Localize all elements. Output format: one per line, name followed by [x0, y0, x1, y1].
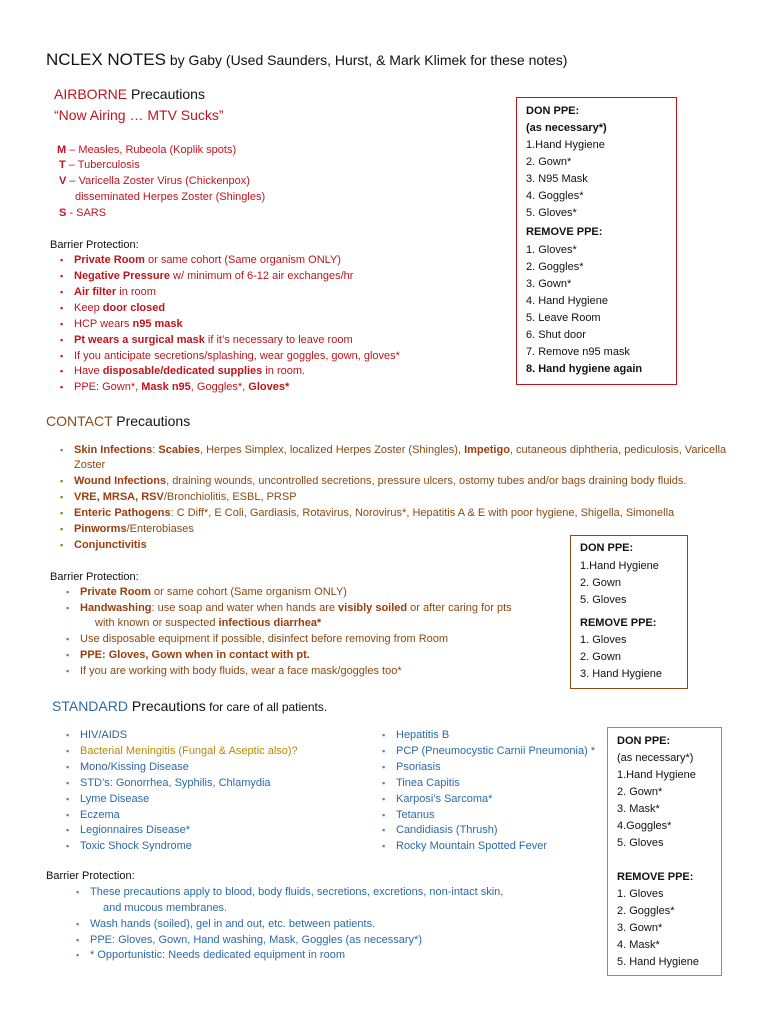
- airborne-barrier-item: ▪ PPE: Gown*, Mask n95, Goggles*, Gloves*: [74, 380, 289, 395]
- standard-remove-step: 1. Gloves: [617, 888, 664, 900]
- airborne-remove-step: 4. Hand Hygiene: [526, 295, 608, 307]
- airborne-disease-v-cont: disseminated Herpes Zoster (Shingles): [75, 191, 266, 203]
- standard-barrier-item: ▪ These precautions apply to blood, body fluids, secretions, excretions, non-intact skin,: [90, 885, 503, 900]
- airborne-don-step: 4. Goggles*: [526, 190, 584, 202]
- standard-left-item: ▪ Mono/Kissing Disease: [80, 760, 189, 775]
- airborne-don-step: 1.Hand Hygiene: [526, 139, 605, 151]
- airborne-barrier-item: ▪ Air filter in room: [74, 285, 156, 300]
- standard-right-item: ▪ Psoriasis: [396, 760, 441, 775]
- airborne-ppe-box: [516, 97, 677, 385]
- title-subtitle: by Gaby (Used Saunders, Hurst, & Mark Klimek for these notes): [165, 52, 568, 68]
- contact-remove-title: REMOVE PPE:: [580, 617, 657, 629]
- contact-don-title: DON PPE:: [580, 542, 634, 554]
- airborne-heading: [54, 86, 205, 102]
- contact-item: ▪ Conjunctivitis: [74, 538, 147, 553]
- airborne-remove-step: 7. Remove n95 mask: [526, 346, 630, 358]
- contact-item: ▪ VRE, MRSA, RSV/Bronchiolitis, ESBL, PRSP: [74, 490, 297, 505]
- airborne-barrier-item: ▪ Pt wears a surgical mask if it’s necessary to leave room: [74, 333, 353, 348]
- standard-right-item: ▪ Tinea Capitis: [396, 776, 460, 791]
- contact-barrier-item: ▪ PPE: Gloves, Gown when in contact with pt.: [80, 648, 310, 663]
- airborne-remove-step: 5. Leave Room: [526, 312, 601, 324]
- airborne-don-step: 5. Gloves*: [526, 207, 577, 219]
- contact-remove-step: 1. Gloves: [580, 634, 627, 646]
- standard-barrier-item: ▪ * Opportunistic: Needs dedicated equipment in room: [90, 948, 345, 963]
- standard-barrier-item: ▪ Wash hands (soiled), gel in and out, etc. between patients.: [90, 917, 375, 932]
- airborne-barrier-item: ▪ Negative Pressure w/ minimum of 6-12 air exchanges/hr: [74, 269, 353, 284]
- standard-remove-step: 2. Goggles*: [617, 905, 675, 917]
- airborne-disease-m: M – Measles, Rubeola (Koplik spots): [57, 144, 237, 156]
- title-main: NCLEX NOTES: [46, 50, 166, 69]
- airborne-heading-keyword: AIRBORNE: [54, 86, 128, 102]
- standard-don-step: 2. Gown*: [617, 786, 663, 798]
- contact-heading-keyword: CONTACT: [46, 413, 113, 429]
- standard-right-item: ▪ Tetanus: [396, 808, 435, 823]
- contact-item: ▪ Wound Infections, draining wounds, uncontrolled secretions, pressure ulcers, ostomy tubes and/or bags draining body fluids.: [74, 474, 686, 489]
- standard-right-item: ▪ Hepatitis B: [396, 728, 449, 743]
- standard-left-item: ▪ Legionnaires Disease*: [80, 823, 190, 838]
- contact-heading: [46, 413, 190, 429]
- contact-item: ▪ Skin Infections: Scabies, Herpes Simplex, localized Herpes Zoster (Shingles), Impetigo, cutaneous diphtheria, pediculosis, Varicella: [74, 443, 726, 458]
- standard-don-step: 3. Mask*: [617, 803, 660, 815]
- standard-heading-rest: Precautions: [127, 698, 206, 714]
- airborne-barrier-item: ▪ Have disposable/dedicated supplies in room.: [74, 364, 305, 379]
- standard-heading-tail: for care of all patients.: [205, 700, 328, 714]
- contact-item-cont: Zoster: [74, 459, 106, 471]
- airborne-barrier-item: ▪ Private Room or same cohort (Same organism ONLY): [74, 253, 341, 268]
- standard-don-step: 4.Goggles*: [617, 820, 672, 832]
- standard-barrier-label: Barrier Protection:: [46, 870, 135, 882]
- contact-heading-rest: Precautions: [112, 413, 191, 429]
- airborne-barrier-item: ▪ Keep door closed: [74, 301, 165, 316]
- airborne-barrier-item: ▪ If you anticipate secretions/splashing, wear goggles, gown, gloves*: [74, 349, 400, 364]
- standard-left-item: ▪ Lyme Disease: [80, 792, 149, 807]
- standard-right-item: ▪ PCP (Pneumocystic Carnii Pneumonia) *: [396, 744, 595, 759]
- contact-ppe-box: [570, 535, 688, 689]
- airborne-disease-v: V – Varicella Zoster Virus (Chickenpox): [59, 175, 250, 187]
- airborne-barrier-label: Barrier Protection:: [50, 239, 139, 251]
- contact-remove-step: 2. Gown: [580, 651, 621, 663]
- standard-left-item: ▪ Eczema: [80, 808, 120, 823]
- contact-don-step: 2. Gown: [580, 577, 621, 589]
- airborne-remove-step: 1. Gloves*: [526, 244, 577, 256]
- airborne-disease-s: S - SARS: [59, 207, 107, 219]
- standard-remove-title: REMOVE PPE:: [617, 871, 694, 883]
- standard-left-item: ▪ Bacterial Meningitis (Fungal & Aseptic also)?: [80, 744, 298, 759]
- standard-don-title: DON PPE:: [617, 735, 671, 747]
- contact-remove-step: 3. Hand Hygiene: [580, 668, 662, 680]
- page-title: [46, 50, 567, 70]
- contact-item: ▪ Pinworms/Enterobiases: [74, 522, 194, 537]
- airborne-remove-step: 3. Gown*: [526, 278, 572, 290]
- airborne-remove-step: 2. Goggles*: [526, 261, 584, 273]
- airborne-don-note: (as necessary*): [526, 122, 607, 134]
- contact-item: ▪ Enteric Pathogens: C Diff*, E Coli, Gardiasis, Rotavirus, Norovirus*, Hepatitis A & E with poor hygiene, Shigella, Simonella: [74, 506, 674, 521]
- standard-heading: [52, 698, 327, 714]
- contact-don-step: 5. Gloves: [580, 594, 627, 606]
- standard-right-item: ▪ Karposi’s Sarcoma*: [396, 792, 492, 807]
- standard-don-step: 5. Gloves: [617, 837, 664, 849]
- airborne-don-step: 3. N95 Mask: [526, 173, 588, 185]
- standard-left-item: ▪ HIV/AIDS: [80, 728, 127, 743]
- contact-barrier-item: ▪ Handwashing: use soap and water when hands are visibly soiled or after caring for pts: [80, 601, 512, 616]
- airborne-barrier-item: ▪ HCP wears n95 mask: [74, 317, 183, 332]
- contact-barrier-item: ▪ Use disposable equipment if possible, disinfect before removing from Room: [80, 632, 448, 647]
- contact-barrier-item: ▪ If you are working with body fluids, wear a face mask/goggles too*: [80, 664, 402, 679]
- standard-right-item: ▪ Candidiasis (Thrush): [396, 823, 497, 838]
- contact-don-step: 1.Hand Hygiene: [580, 560, 659, 572]
- contact-barrier-label: Barrier Protection:: [50, 571, 139, 583]
- standard-left-item: ▪ Toxic Shock Syndrome: [80, 839, 192, 854]
- standard-barrier-item-cont: and mucous membranes.: [103, 902, 228, 914]
- standard-ppe-box: [607, 727, 722, 976]
- airborne-remove-step: 8. Hand hygiene again: [526, 363, 643, 375]
- contact-barrier-item: ▪ Private Room or same cohort (Same organism ONLY): [80, 585, 347, 600]
- standard-don-note: (as necessary*): [617, 752, 694, 764]
- airborne-disease-t: T – Tuberculosis: [59, 159, 140, 171]
- airborne-remove-title: REMOVE PPE:: [526, 226, 603, 238]
- airborne-don-title: DON PPE:: [526, 105, 580, 117]
- standard-remove-step: 5. Hand Hygiene: [617, 956, 699, 968]
- standard-right-item: ▪ Rocky Mountain Spotted Fever: [396, 839, 547, 854]
- airborne-heading-rest: Precautions: [127, 86, 205, 102]
- standard-don-step: 1.Hand Hygiene: [617, 769, 696, 781]
- standard-barrier-item: ▪ PPE: Gloves, Gown, Hand washing, Mask, Goggles (as necessary*): [90, 933, 422, 948]
- airborne-mnemonic: “Now Airing … MTV Sucks”: [54, 107, 224, 123]
- airborne-remove-step: 6. Shut door: [526, 329, 586, 341]
- standard-remove-step: 3. Gown*: [617, 922, 663, 934]
- contact-barrier-item-cont: with known or suspected infectious diarrhea*: [95, 617, 322, 629]
- airborne-don-step: 2. Gown*: [526, 156, 572, 168]
- standard-remove-step: 4. Mask*: [617, 939, 660, 951]
- standard-heading-keyword: STANDARD: [52, 698, 128, 714]
- standard-left-item: ▪ STD’s: Gonorrhea, Syphilis, Chlamydia: [80, 776, 271, 791]
